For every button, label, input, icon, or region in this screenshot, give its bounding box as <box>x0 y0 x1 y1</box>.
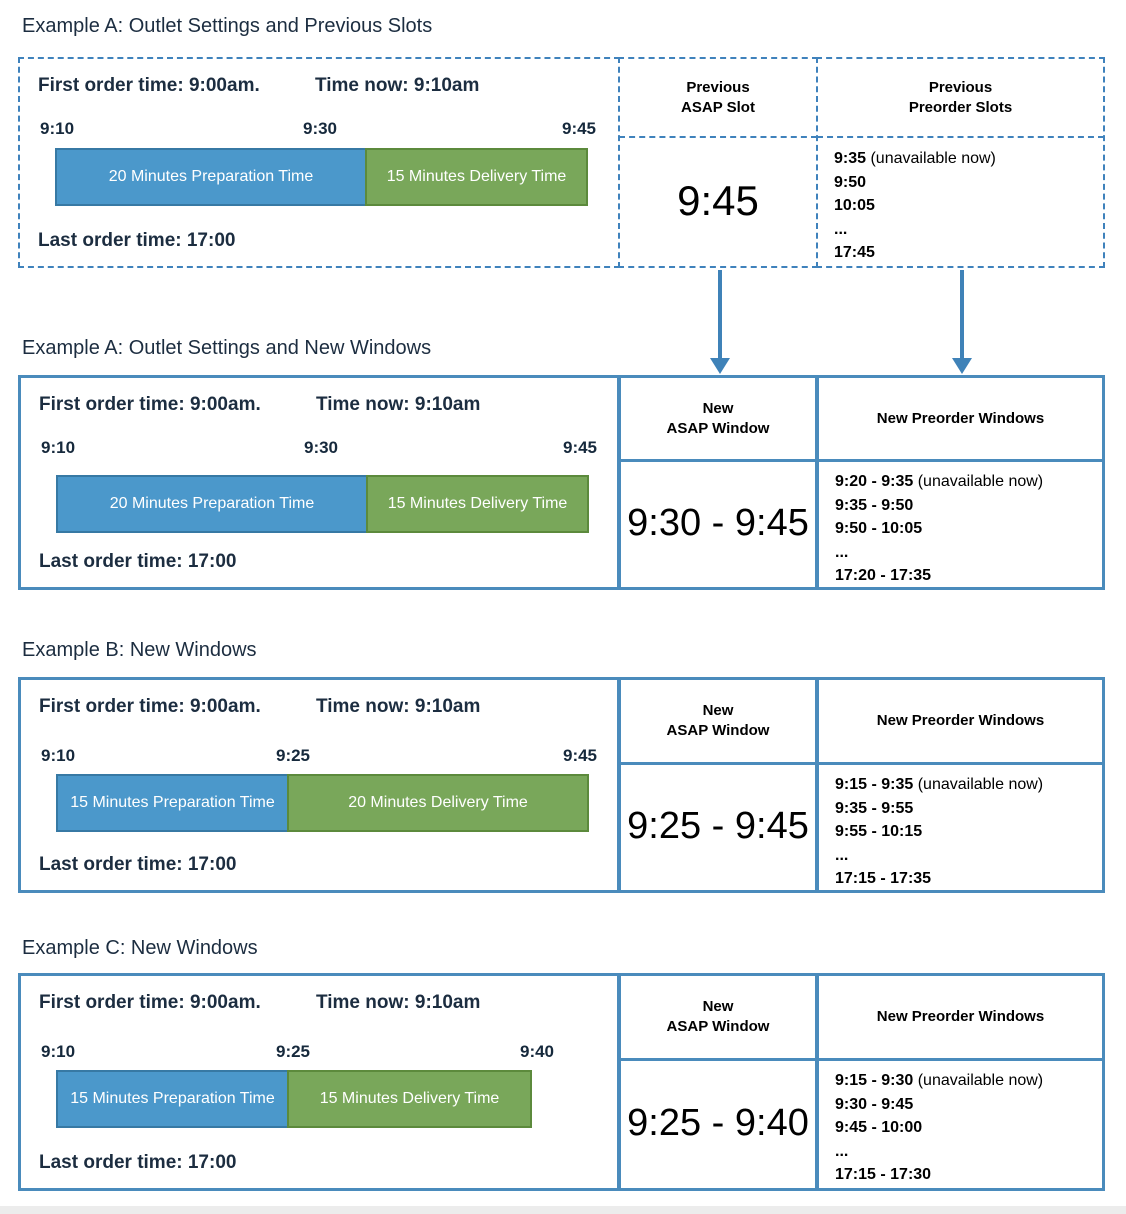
last-order-time-label: Last order time: 17:00 <box>38 230 236 251</box>
asap-header-line1: New <box>702 702 734 719</box>
preorder-header-line1: New Preorder Windows <box>876 1008 1045 1025</box>
slot-time: 9:35 - 9:50 <box>835 496 914 514</box>
preorder-box-divider <box>818 1058 1103 1061</box>
asap-window-value: 9:30 - 9:45 <box>627 501 809 544</box>
new-preorder-windows-box <box>816 677 1105 893</box>
asap-box-header <box>621 680 815 762</box>
delivery-time-bar-label: 15 Minutes Delivery Time <box>386 168 567 185</box>
first-order-time-label: First order time: 9:00am. <box>39 394 261 415</box>
slot-time: ... <box>835 846 849 864</box>
preorder-box-header <box>818 59 1103 136</box>
preorder-slot-row <box>835 517 1096 541</box>
time-now-label: Time now: 9:10am <box>315 75 480 96</box>
preparation-time-bar-label: 20 Minutes Preparation Time <box>108 168 314 185</box>
preorder-slot-row <box>834 218 1097 242</box>
preorder-slot-list <box>834 147 1097 265</box>
asap-header-line1: Previous <box>686 78 750 96</box>
slot-time: 10:05 <box>834 197 875 214</box>
tick-label-end: 9:45 <box>562 746 598 765</box>
slot-time: 9:50 <box>834 173 867 191</box>
preparation-time-bar <box>55 148 367 206</box>
tick-label-mid: 9:30 <box>303 438 339 457</box>
asap-header-line2: ASAP Window <box>666 1018 770 1035</box>
preorder-slot-row <box>835 1069 1096 1093</box>
outlet-panel-a-previous <box>18 57 620 268</box>
time-now-label: Time now: 9:10am <box>316 992 481 1013</box>
slot-note: (unavailable now) <box>866 150 996 167</box>
slot-time: 9:30 - 9:45 <box>835 1095 914 1113</box>
slot-time: 17:15 - 17:35 <box>835 870 932 887</box>
slot-time: ... <box>835 543 849 561</box>
asap-slot-value: 9:45 <box>677 177 759 224</box>
outlet-panel-a-new <box>18 375 620 590</box>
section-title-c: Example C: New Windows <box>22 937 258 959</box>
timeline-bars <box>56 774 589 832</box>
timeline-bars <box>56 1070 532 1128</box>
tick-label-start: 9:10 <box>41 438 76 457</box>
preorder-box-divider <box>818 762 1103 765</box>
timeline-bars <box>56 475 589 533</box>
preorder-header-line2: Preorder Slots <box>908 98 1013 116</box>
preorder-slot-row <box>835 1140 1096 1164</box>
preparation-time-bar <box>56 475 368 533</box>
delivery-time-bar <box>287 774 589 832</box>
tick-label-mid: 9:25 <box>275 746 311 765</box>
preparation-time-bar-label: 15 Minutes Preparation Time <box>70 1090 275 1107</box>
previous-preorder-slots-box <box>816 57 1105 268</box>
asap-header-line1: New <box>702 399 734 417</box>
arrow-head-icon <box>952 358 972 374</box>
preorder-box-divider <box>818 459 1103 462</box>
preorder-slot-row <box>834 171 1097 195</box>
delivery-time-bar <box>366 475 589 533</box>
slot-time: 9:15 - 9:30 <box>835 1072 914 1089</box>
preorder-slot-row <box>835 867 1096 891</box>
page-bottom-edge <box>0 1206 1126 1214</box>
delivery-time-bar-label: 20 Minutes Delivery Time <box>348 794 528 811</box>
slot-time: 17:15 - 17:30 <box>835 1166 932 1183</box>
preparation-time-bar-label: 15 Minutes Preparation Time <box>70 794 275 811</box>
preorder-slot-row <box>834 241 1097 265</box>
tick-label-mid: 9:30 <box>302 119 338 138</box>
preorder-header-line1: New Preorder Windows <box>876 409 1045 427</box>
first-order-time-label: First order time: 9:00am. <box>39 696 261 717</box>
new-preorder-windows-box <box>816 375 1105 590</box>
slot-time: 9:55 - 10:15 <box>835 823 923 840</box>
delivery-time-bar <box>365 148 588 206</box>
preorder-box-header <box>819 976 1102 1058</box>
preorder-header-line1: New Preorder Windows <box>876 712 1045 729</box>
new-asap-window-box <box>618 973 818 1191</box>
outlet-panel-c <box>18 973 620 1191</box>
slot-time: 9:45 - 10:00 <box>835 1119 923 1136</box>
asap-box-header <box>620 59 816 136</box>
asap-header-line2: ASAP Window <box>666 419 770 437</box>
preorder-slot-row <box>835 470 1096 494</box>
first-order-time-label: First order time: 9:00am. <box>38 75 260 96</box>
preorder-slot-row <box>835 494 1096 518</box>
preorder-header-line1: Previous <box>928 78 993 96</box>
tick-label-mid: 9:25 <box>275 1042 311 1061</box>
preorder-window-list <box>835 1069 1096 1187</box>
preorder-slot-row <box>835 773 1096 797</box>
preorder-slot-row <box>835 564 1096 588</box>
delivery-time-bar-label: 15 Minutes Delivery Time <box>387 495 568 512</box>
last-order-time-label: Last order time: 17:00 <box>39 551 237 572</box>
previous-asap-slot-box <box>618 57 818 268</box>
outlet-panel-b <box>18 677 620 893</box>
section-title-a-new: Example A: Outlet Settings and New Windows <box>22 337 432 359</box>
delivery-time-bar <box>287 1070 532 1128</box>
preparation-time-bar <box>56 774 289 832</box>
section-title-b: Example B: New Windows <box>22 639 257 661</box>
slot-time: 9:50 - 10:05 <box>835 520 923 537</box>
preorder-slot-row <box>835 844 1096 868</box>
preorder-box-header <box>819 680 1102 762</box>
preorder-slot-row <box>835 1163 1096 1187</box>
last-order-time-label: Last order time: 17:00 <box>39 1152 237 1173</box>
preorder-slot-row <box>835 820 1096 844</box>
slot-note: (unavailable now) <box>913 776 1044 793</box>
section-title-a-previous: Example A: Outlet Settings and Previous Slots <box>22 15 433 37</box>
preorder-window-list <box>835 470 1096 588</box>
preorder-window-list <box>835 773 1096 891</box>
asap-box-header <box>621 378 815 459</box>
asap-header-line2: ASAP Slot <box>681 98 755 116</box>
timeline-bars <box>55 148 588 206</box>
last-order-time-label: Last order time: 17:00 <box>39 854 237 875</box>
slot-time: 9:35 - 9:55 <box>835 799 914 817</box>
tick-label-start: 9:10 <box>40 119 75 138</box>
new-asap-window-box <box>618 677 818 893</box>
new-asap-window-box <box>618 375 818 590</box>
preparation-time-bar-label: 20 Minutes Preparation Time <box>109 495 315 512</box>
arrow-head-icon <box>710 358 730 374</box>
slot-time: ... <box>834 220 848 238</box>
arrow-shaft <box>960 270 964 360</box>
time-now-label: Time now: 9:10am <box>316 394 481 415</box>
preorder-slot-row <box>835 797 1096 821</box>
asap-header-line1: New <box>702 998 734 1015</box>
asap-window-value: 9:25 - 9:40 <box>627 1101 809 1144</box>
preorder-box-divider <box>817 136 1104 138</box>
preorder-slot-row <box>834 147 1097 171</box>
preorder-box-header <box>819 378 1102 459</box>
asap-window-value: 9:25 - 9:45 <box>627 804 809 847</box>
delivery-time-bar-label: 15 Minutes Delivery Time <box>319 1090 500 1107</box>
slot-time: ... <box>835 1142 849 1160</box>
preorder-slot-row <box>835 541 1096 565</box>
tick-label-end: 9:45 <box>561 119 597 138</box>
tick-label-start: 9:10 <box>41 746 76 765</box>
first-order-time-label: First order time: 9:00am. <box>39 992 261 1013</box>
arrow-shaft <box>718 270 722 360</box>
tick-label-end: 9:40 <box>519 1042 555 1061</box>
asap-box-header <box>621 976 815 1058</box>
slot-time: 17:45 <box>834 244 875 261</box>
slot-note: (unavailable now) <box>913 1072 1044 1089</box>
slot-time: 9:35 <box>834 150 867 167</box>
asap-header-line2: ASAP Window <box>666 722 770 739</box>
preorder-slot-row <box>835 1116 1096 1140</box>
preorder-slot-row <box>834 194 1097 218</box>
slot-time: 9:20 - 9:35 <box>835 473 914 490</box>
slot-time: 17:20 - 17:35 <box>835 567 932 584</box>
time-now-label: Time now: 9:10am <box>316 696 481 717</box>
tick-label-start: 9:10 <box>41 1042 76 1061</box>
preparation-time-bar <box>56 1070 289 1128</box>
new-preorder-windows-box <box>816 973 1105 1191</box>
slot-note: (unavailable now) <box>913 473 1044 490</box>
tick-label-end: 9:45 <box>562 438 598 457</box>
slot-time: 9:15 - 9:35 <box>835 776 914 793</box>
preorder-slot-row <box>835 1093 1096 1117</box>
